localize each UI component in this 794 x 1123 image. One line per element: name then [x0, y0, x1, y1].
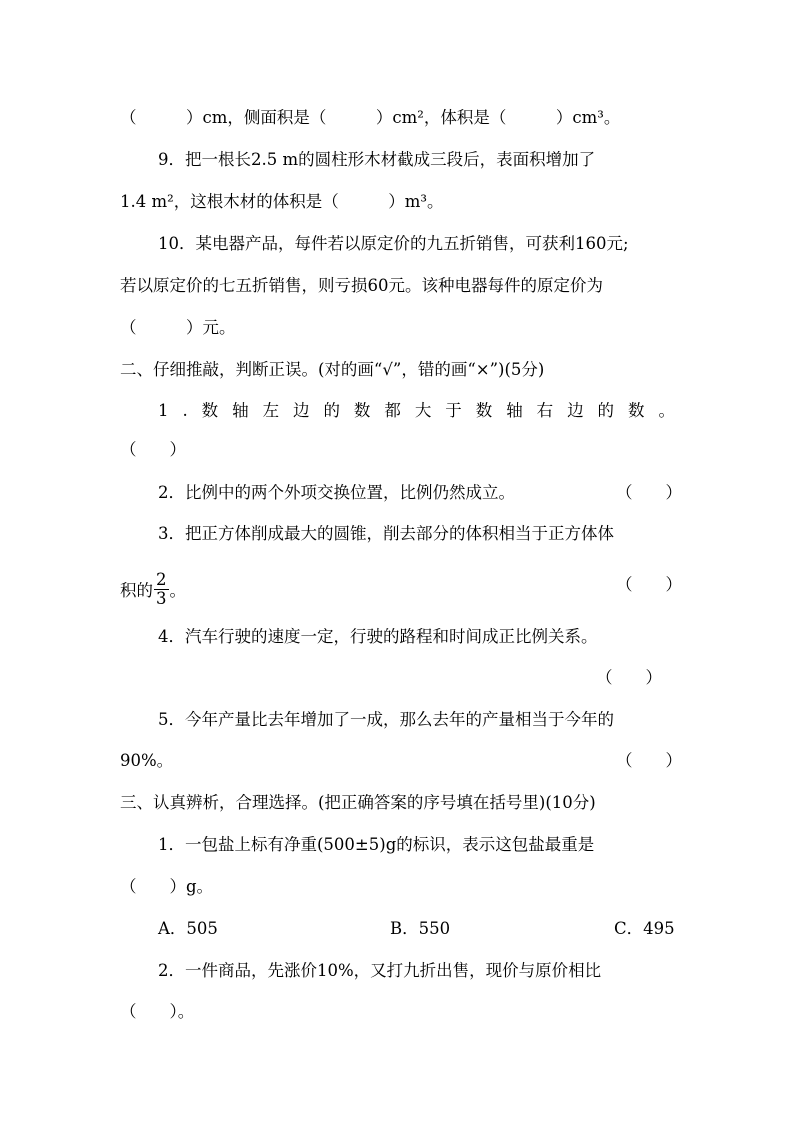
s3-q2-line-1: 2．一件商品，先涨价10%，又打九折出售，现价与原价相比 — [158, 961, 602, 980]
s2-q5-line-2: 90%。 — [120, 751, 174, 770]
s2-q1-answer-paren: （ ） — [120, 440, 186, 459]
s3-q1-option-c: C．495 — [614, 919, 675, 938]
s2-q1-char: 轴 — [506, 401, 523, 420]
q10-line-2: 若以原定价的七五折销售，则亏损60元。该种电器每件的原定价为 — [120, 276, 603, 295]
q9-line-1: 9．把一根长2.5 m的圆柱形木材截成三段后，表面积增加了 — [158, 150, 596, 169]
s2-q3-prefix: 积的 — [120, 581, 153, 600]
q9-line-2: 1.4 m²，这根木材的体积是（ ）m³。 — [120, 192, 444, 211]
s2-q1-char: 大 — [414, 401, 432, 420]
s3-q1-option-a: A．505 — [158, 919, 218, 938]
s3-q1-line-2: （ ）g。 — [120, 877, 214, 896]
s2-q3-suffix: 。 — [169, 581, 186, 600]
s2-q4-text: 4．汽车行驶的速度一定，行驶的路程和时间成正比例关系。 — [158, 627, 598, 646]
s2-q1-char: 左 — [262, 401, 280, 420]
s3-q2-line-2: （ ）。 — [120, 1002, 195, 1021]
s2-q1-char: 数 — [353, 401, 371, 420]
s2-q1-char: 。 — [658, 401, 675, 420]
s2-q1-char: 1 — [158, 401, 169, 420]
s2-q1-char: 边 — [567, 401, 584, 420]
s2-q2-answer-paren: （ ） — [616, 483, 682, 502]
q10-line-3: （ ）元。 — [120, 318, 236, 337]
s2-q1-char: 边 — [293, 401, 310, 420]
q10-line-1: 10．某电器产品，每件若以原定价的九五折销售，可获利160元; — [158, 234, 629, 253]
s2-q1-char: 数 — [201, 401, 219, 420]
s3-q1-line-1: 1．一包盐上标有净重(500±5)g的标识，表示这包盐最重是 — [158, 835, 595, 854]
s2-q3-line-2 — [120, 570, 690, 608]
s2-q1-justified — [158, 399, 675, 423]
s2-q3-answer-paren: （ ） — [616, 575, 682, 594]
s2-q4-answer-paren: （ ） — [596, 668, 662, 687]
fraction-denominator: 3 — [156, 589, 167, 608]
s2-q1-char: 于 — [445, 401, 462, 420]
section-3-title: 三、认真辨析，合理选择。(把正确答案的序号填在括号里)(10分) — [120, 793, 596, 812]
s2-q5-answer-paren: （ ） — [616, 751, 682, 770]
s3-q1-option-b: B．550 — [390, 919, 451, 938]
s2-q1-char: 轴 — [232, 401, 249, 420]
q8-continuation: （ ）cm，侧面积是（ ）cm²，体积是（ ）cm³。 — [120, 108, 621, 127]
fraction-numerator: 2 — [156, 570, 167, 589]
s2-q5-line-1: 5．今年产量比去年增加了一成，那么去年的产量相当于今年的 — [158, 710, 614, 729]
s2-q1-char: . — [182, 401, 188, 420]
fraction — [154, 571, 169, 608]
s2-q1-char: 右 — [536, 401, 554, 420]
s2-q1-char: 的 — [323, 401, 340, 420]
section-2-title: 二、仔细推敲，判断正误。(对的画“√”，错的画“×”)(5分) — [120, 360, 545, 379]
s2-q1-char: 数 — [628, 401, 645, 420]
s2-q2-text: 2．比例中的两个外项交换位置，比例仍然成立。 — [158, 483, 515, 502]
s2-q3-line-1: 3．把正方体削成最大的圆锥，削去部分的体积相当于正方体体 — [158, 524, 614, 543]
s2-q1-char: 都 — [384, 401, 401, 420]
s2-q1-char: 的 — [597, 401, 615, 420]
s2-q1-char: 数 — [475, 401, 493, 420]
